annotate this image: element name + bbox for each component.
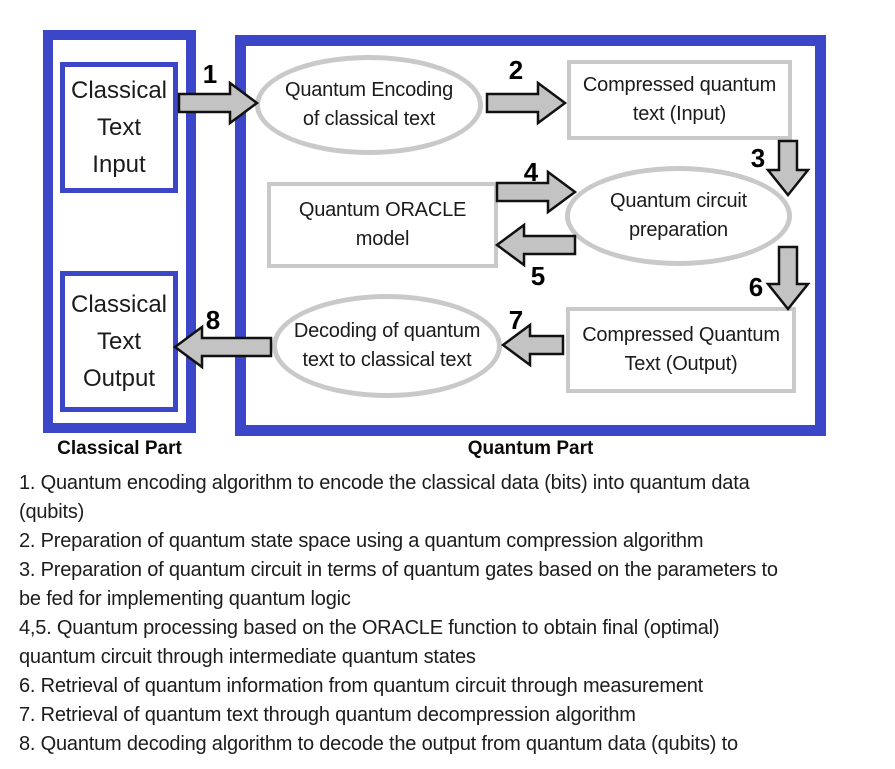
legend-line: 8. Quantum decoding algorithm to decode the output from quantum data (qubits) to bbox=[19, 733, 738, 755]
node-line: of classical text bbox=[302, 108, 436, 130]
node-line: Quantum ORACLE bbox=[298, 199, 467, 221]
node-line: Classical bbox=[70, 291, 168, 318]
node-line: Classical bbox=[70, 77, 168, 104]
step-number-6: 6 bbox=[748, 272, 764, 302]
step-number-4: 4 bbox=[523, 157, 539, 187]
classical-part-label: Classical Part bbox=[57, 438, 182, 459]
quantum-circuit-preparation-ellipse bbox=[565, 166, 792, 266]
node-line: Compressed Quantum bbox=[582, 324, 780, 346]
step-number-7: 7 bbox=[508, 305, 524, 335]
quantum-oracle-model-rect bbox=[267, 182, 498, 268]
classical-text-output-node bbox=[60, 271, 178, 412]
node-line: Text bbox=[96, 114, 141, 141]
legend-line: 4,5. Quantum processing based on the ORACLE function to obtain final (optimal) bbox=[19, 617, 720, 639]
step-number-1: 1 bbox=[202, 59, 218, 89]
classical-text-input-node bbox=[60, 62, 178, 193]
node-line: Compressed quantum bbox=[582, 74, 777, 96]
node-line: Input bbox=[92, 151, 146, 178]
step-number-2: 2 bbox=[508, 55, 524, 85]
legend-line: 3. Preparation of quantum circuit in terms of quantum gates based on the parameters to bbox=[19, 559, 778, 581]
legend-text bbox=[19, 469, 889, 759]
node-line: Decoding of quantum bbox=[293, 320, 481, 342]
legend-line: 6. Retrieval of quantum information from quantum circuit through measurement bbox=[19, 675, 704, 697]
arrow-6-down-icon bbox=[766, 246, 810, 310]
compressed-quantum-text-output-rect bbox=[566, 307, 796, 393]
quantum-encoding-ellipse bbox=[255, 55, 483, 155]
legend-line: quantum circuit through intermediate quantum states bbox=[19, 646, 476, 668]
node-line: Output bbox=[82, 365, 156, 392]
node-line: Quantum circuit bbox=[609, 190, 748, 212]
step-number-5: 5 bbox=[530, 261, 546, 291]
node-line: text to classical text bbox=[302, 349, 472, 371]
arrow-8-left-icon bbox=[174, 325, 272, 369]
node-line: Quantum Encoding bbox=[284, 79, 454, 101]
legend-line: 7. Retrieval of quantum text through quantum decompression algorithm bbox=[19, 704, 636, 726]
legend-line: be fed for implementing quantum logic bbox=[19, 588, 351, 610]
decoding-ellipse bbox=[272, 294, 502, 398]
step-number-8: 8 bbox=[205, 305, 221, 335]
quantum-part-label: Quantum Part bbox=[467, 438, 594, 459]
node-line: text (Input) bbox=[632, 103, 727, 125]
node-line: Text (Output) bbox=[624, 353, 738, 375]
legend-line: 2. Preparation of quantum state space using a quantum compression algorithm bbox=[19, 530, 704, 552]
node-line: Text bbox=[96, 328, 141, 355]
legend-line: (qubits) bbox=[19, 501, 85, 523]
node-line: model bbox=[355, 228, 410, 250]
arrow-1-right-icon bbox=[178, 81, 258, 125]
node-line: preparation bbox=[629, 219, 728, 241]
step-number-3: 3 bbox=[750, 143, 766, 173]
arrow-3-down-icon bbox=[766, 140, 810, 196]
compressed-quantum-text-input-rect bbox=[567, 60, 792, 140]
legend-line: 1. Quantum encoding algorithm to encode the classical data (bits) into quantum data bbox=[19, 472, 750, 494]
arrow-2-right-icon bbox=[486, 81, 566, 125]
